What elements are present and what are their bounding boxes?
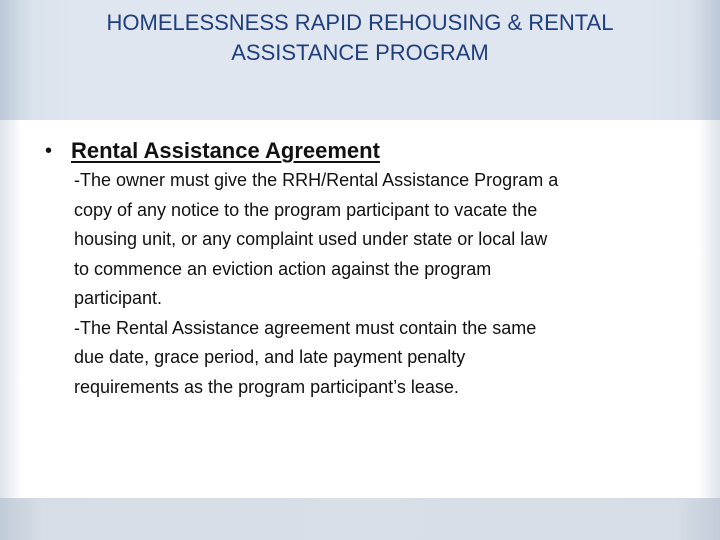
slide-title-line-1: HOMELESSNESS RAPID REHOUSING & RENTAL [106,10,614,35]
body-line: copy of any notice to the program participant to vacate the [74,199,538,220]
body-line: to commence an eviction action against the program [74,258,492,279]
body-line: -The owner must give the RRH/Rental Assistance Program a [74,170,559,190]
body-line: participant. [74,288,163,308]
right-edge-shade [698,120,720,498]
body-line: -The Rental Assistance agreement must contain the same [74,317,537,338]
body-line: housing unit, or any complaint used under state or local law [74,229,548,249]
slide-title [40,8,680,68]
header-band [0,0,720,120]
bullet-dot: • [45,140,53,162]
body-line: due date, grace period, and late payment penalty [74,347,466,367]
left-edge-shade [0,120,22,498]
bullet-item [45,136,675,166]
footer-band [0,498,720,540]
bullet-body [45,166,674,402]
body-line: requirements as the program participant’s lease. [74,376,459,397]
slide-content [45,136,675,402]
bullet-heading: Rental Assistance Agreement [71,138,380,163]
slide-title-line-2: ASSISTANCE PROGRAM [231,40,489,65]
